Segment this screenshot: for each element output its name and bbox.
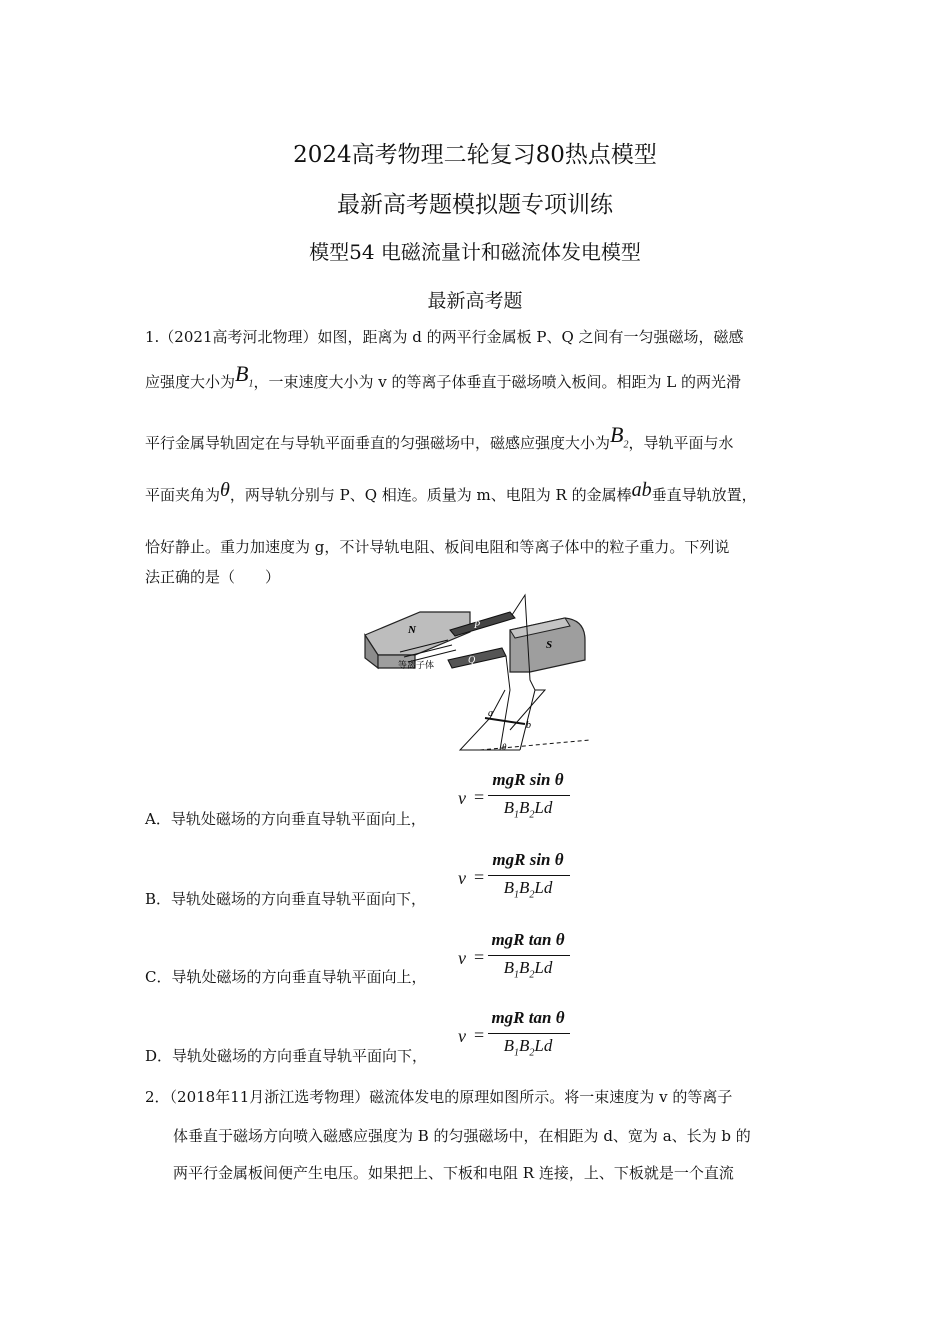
q1-line-4 <box>145 479 825 505</box>
q1-line-2b: ，一束速度大小为 v 的等离子体垂直于磁场喷入板间。相距为 L 的两光滑 <box>253 373 741 391</box>
q1-line-3 <box>145 422 825 461</box>
formula-denominator: $B_1B_2Ld$ <box>503 878 553 901</box>
theta-label: θ <box>502 742 507 752</box>
b1-symbol: $B_1$ <box>235 361 254 390</box>
a-label: a <box>488 708 493 719</box>
q1-line-4c: 垂直导轨放置， <box>651 486 757 504</box>
formula-denominator: $B_1B_2Ld$ <box>503 958 553 981</box>
p-label: P <box>474 620 481 631</box>
model-title: 模型54 电磁流量计和磁流体发电模型 <box>309 240 641 264</box>
q-label: Q <box>468 655 476 666</box>
document-title: 2024高考物理二轮复习80热点模型 <box>293 142 657 168</box>
q1-line-4a: 平面夹角为 <box>145 486 221 504</box>
q2-line-2: 体垂直于磁场方向喷入磁感应强度为 B 的匀强磁场中，在相距为 d、宽为 a、长为 b 的 <box>173 1127 751 1145</box>
formula-numerator: mgR tan θ <box>491 1008 565 1027</box>
option-d[interactable]: D．导轨处磁场的方向垂直导轨平面向下， <box>145 1047 428 1065</box>
s-label: S <box>546 639 553 651</box>
option-b-formula: v = mgR sin θ $B_1B_2Ld$ <box>458 850 588 908</box>
q1-line-4b: ，两导轨分别与 P、Q 相连。质量为 m、电阻为 R 的金属棒 <box>229 486 632 504</box>
ab-symbol: ab <box>631 479 652 501</box>
option-c-formula: v = mgR tan θ $B_1B_2Ld$ <box>458 930 588 988</box>
option-a-formula: v = mgR sin θ $B_1B_2Ld$ <box>458 770 588 828</box>
magnetohydrodynamic-figure <box>360 590 600 760</box>
plasma-label: 等离子体 <box>398 661 435 671</box>
b2-symbol: $B_2$ <box>610 422 629 451</box>
horizontal-dashed-line <box>480 740 590 750</box>
q1-line-3a: 平行金属导轨固定在与导轨平面垂直的匀强磁场中，磁感应强度大小为 <box>145 434 611 452</box>
formula-numerator: mgR sin θ <box>492 770 564 789</box>
formula-numerator: mgR tan θ <box>491 930 565 949</box>
q1-line-1: 1.（2021高考河北物理）如图，距离为 d 的两平行金属板 P、Q 之间有一匀强磁场，磁感 <box>145 328 744 346</box>
q-plate <box>448 648 506 668</box>
option-a[interactable]: A．导轨处磁场的方向垂直导轨平面向上， <box>145 810 426 828</box>
q1-line-2a: 应强度大小为 <box>145 373 236 391</box>
section-title: 最新高考题 <box>427 290 523 312</box>
option-d-formula: v = mgR tan θ $B_1B_2Ld$ <box>458 1008 588 1066</box>
q1-line-2 <box>145 361 825 400</box>
theta-symbol: θ <box>220 479 230 501</box>
q2-line-1: 2．（2018年11月浙江选考物理）磁流体发电的原理如图所示。将一束速度为 v 的等离子 <box>145 1088 733 1106</box>
q1-line-6: 法正确的是（ ） <box>145 568 281 586</box>
option-b[interactable]: B．导轨处磁场的方向垂直导轨平面向下， <box>145 890 427 908</box>
q1-line-3b: ，导轨平面与水 <box>628 434 734 452</box>
b-label: b <box>526 720 531 731</box>
q2-line-3: 两平行金属板间便产生电压。如果把上、下板和电阻 R 连接，上、下板就是一个直流 <box>173 1164 734 1182</box>
document-subtitle: 最新高考题模拟题专项训练 <box>337 192 613 218</box>
q1-line-5: 恰好静止。重力加速度为 g，不计导轨电阻、板间电阻和等离子体中的粒子重力。下列说 <box>145 538 730 556</box>
formula-denominator: $B_1B_2Ld$ <box>503 1036 553 1059</box>
formula-denominator: $B_1B_2Ld$ <box>503 798 553 821</box>
option-c[interactable]: C．导轨处磁场的方向垂直导轨平面向上， <box>145 968 427 986</box>
n-label: N <box>408 624 416 636</box>
formula-numerator: mgR sin θ <box>492 850 564 869</box>
